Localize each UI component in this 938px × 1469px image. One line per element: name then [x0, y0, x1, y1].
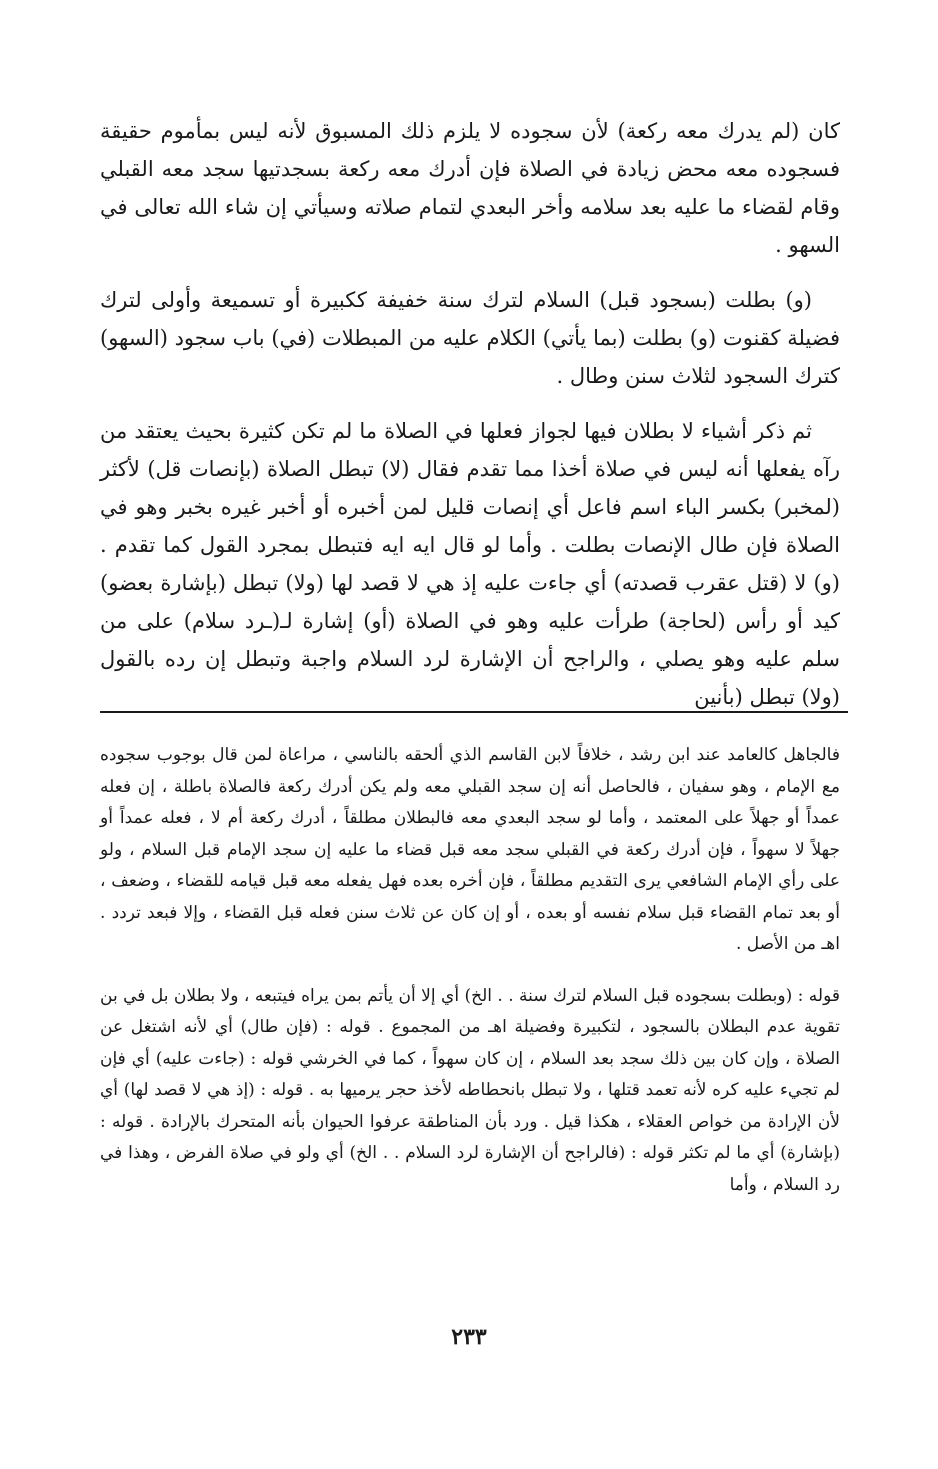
main-paragraph-1: كان (لم يدرك معه ركعة) لأن سجوده لا يلزم ذلك المسبوق لأنه ليس بمأموم حقيقة فسجوده معه محض زيادة في الصلاة فإن أدرك معه ركعة بسجدتيها سجد معه القبلي وقام لقضاء ما عليه بعد سلامه وأخر البعدي لتمام صلاته وسيأتي إن شاء الله تعالى في السهو . — [100, 119, 840, 257]
page-number: ٢٣٣ — [451, 1324, 487, 1350]
main-paragraph-2: (و) بطلت (بسجود قبل) السلام لترك سنة خفيفة ككبيرة أو تسميعة وأولى لترك فضيلة كقنوت (و) بطلت (بما يأتي) الكلام عليه من المبطلات (في) باب سجود (السهو) كترك السجود لثلاث سنن وطال . — [100, 288, 840, 388]
main-paragraph-3: ثم ذكر أشياء لا بطلان فيها لجواز فعلها في الصلاة ما لم تكن كثيرة بحيث يعتقد من رآه يفعلها أنه ليس في صلاة أخذا مما تقدم فقال (لا) تبطل الصلاة (بإنصات قل) لأكثر (لمخبر) بكسر الباء اسم فاعل أي إنصات قليل لمن أخبره أو أخبر غيره بخبر وهو في الصلاة فإن طال الإنصات بطلت . وأما لو قال ايه ايه فتبطل بمجرد القول كما تقدم . (و) لا (قتل عقرب قصدته) أي جاءت عليه إذ هي لا قصد لها (ولا) تبطل (بإشارة بعضو) كيد أو رأس (لحاجة) طرأت عليه وهو في الصلاة (أو) إشارة لـ(ـرد سلام) على من سلم عليه وهو يصلي ، والراجح أن الإشارة لرد السلام واجبة وتبطل إن رده بالقول (ولا) تبطل (بأنين — [100, 419, 840, 709]
footnote-separator — [100, 711, 848, 713]
footnotes — [100, 740, 840, 1221]
main-text — [100, 112, 840, 733]
footnote-paragraph-2: قوله : (وبطلت بسجوده قبل السلام لترك سنة . . الخ) أي إلا أن يأتم بمن يراه فيتبعه ، ولا بطلان بل في بن تقوية عدم البطلان بالسجود ، لتكبيرة وفضيلة اهـ من المجموع . قوله : (فإن طال) أي لأنه اشتغل عن الصلاة ، وإن كان بين ذلك سجد بعد السلام ، إن كان سهواً ، كما في الخرشي قوله : (جاءت عليه) أي فإن لم تجيء عليه كره لأنه تعمد قتلها ، ولا تبطل بانحطاطه لأخذ حجر يرميها به . قوله : (إذ هي لا قصد لها) أي لأن الإرادة من خواص العقلاء ، هكذا قيل . ورد بأن المناطقة عرفوا الحيوان بأنه المتحرك بالإرادة . قوله : (بإشارة) أي ما لم تكثر قوله : (فالراجح أن الإشارة لرد السلام . . الخ) أي ولو في صلاة الفرض ، وهذا في رد السلام ، وأما — [100, 985, 840, 1195]
footnote-paragraph-1: فالجاهل كالعامد عند ابن رشد ، خلافاً لابن القاسم الذي ألحقه بالناسي ، مراعاة لمن قال بوجوب سجوده مع الإمام ، وهو سفيان ، فالحاصل أنه إن سجد القبلي معه ولم يكن أدرك ركعة فالصلاة باطلة ، إن فعله عمداً أو جهلاً على المعتمد ، وأما لو سجد البعدي معه فالبطلان مطلقاً ، أدرك ركعة أم لا ، فعله عمداً أو جهلاً لا سهواً ، فإن أدرك ركعة في القبلي سجد معه قبل قضاء ما عليه إن سجد الإمام قبل السلام ، ولو على رأي الإمام الشافعي يرى التقديم مطلقاً ، فإن أخره بعده فهل يفعله معه قبل قيامه للقضاء ، وضعف ، أو بعد تمام القضاء قبل سلام نفسه أو بعده ، أو إن كان عن ثلاث سنن فعله قبل القضاء ، وإلا فبعد تردد . اهـ من الأصل . — [100, 745, 840, 954]
